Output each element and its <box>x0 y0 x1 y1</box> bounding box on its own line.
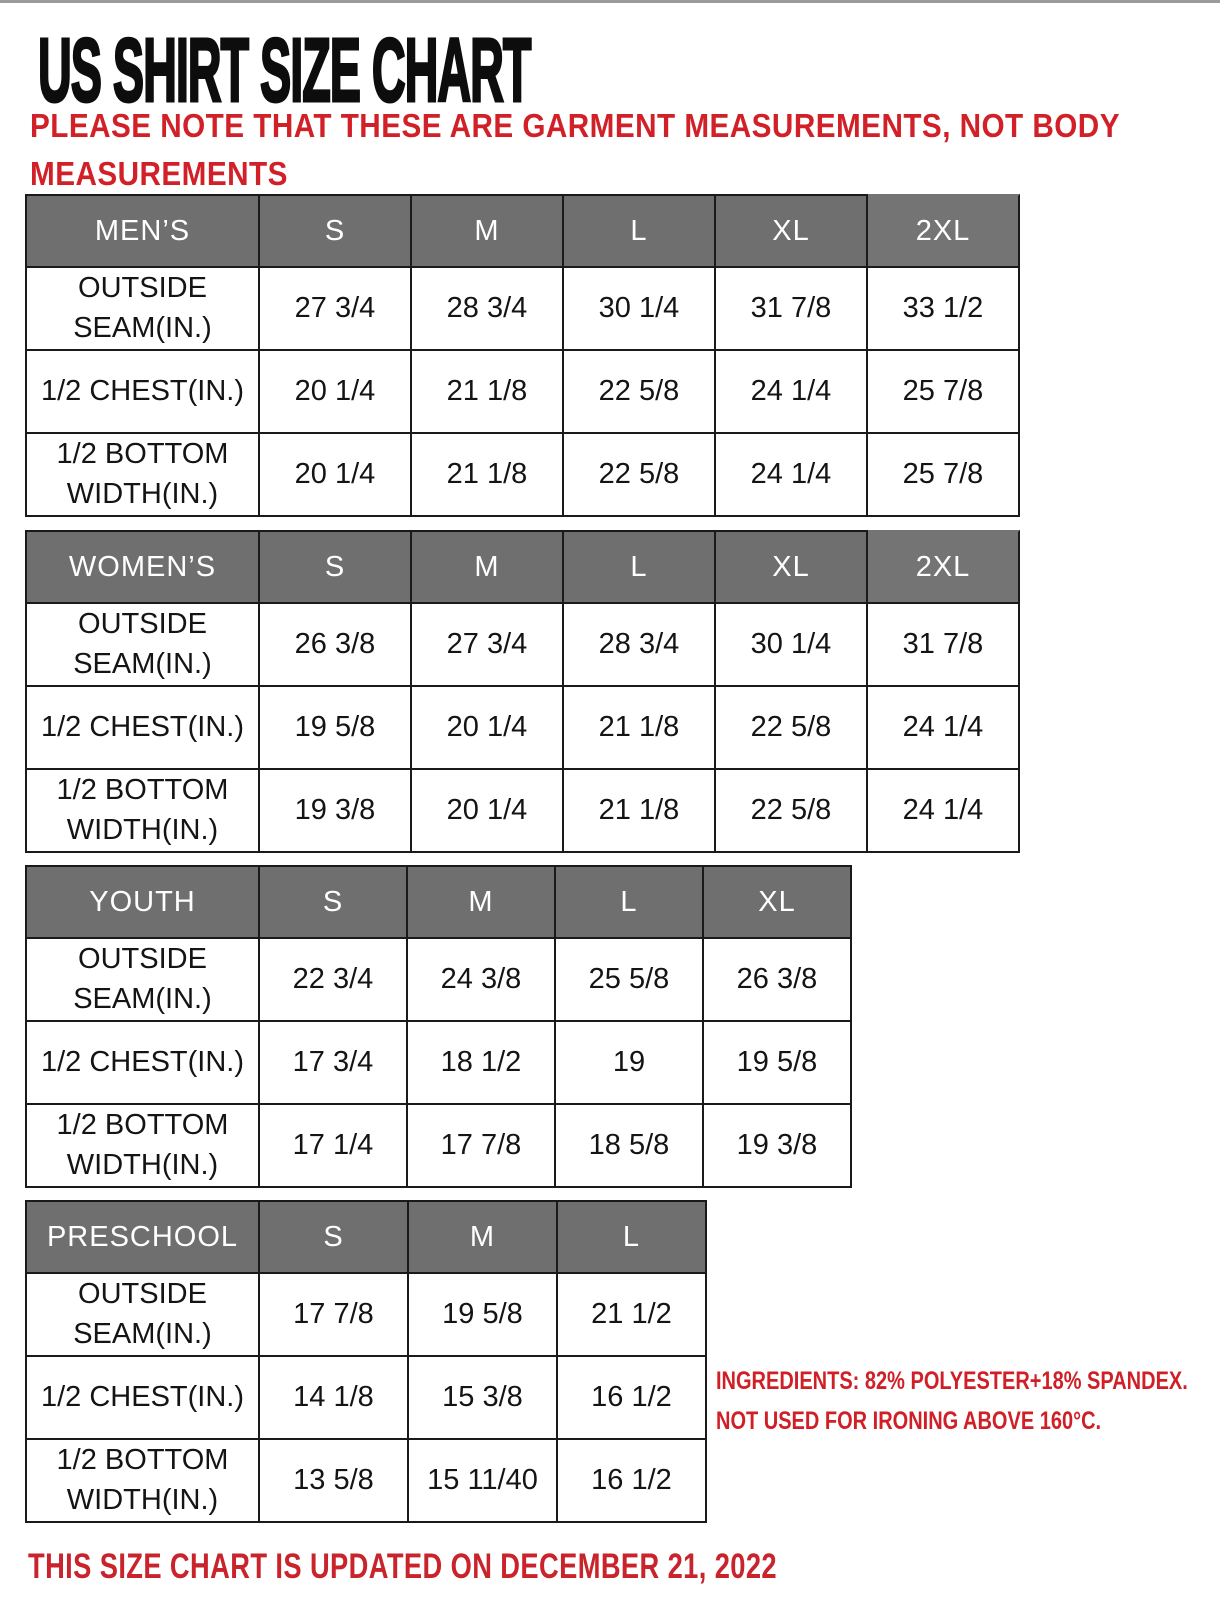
header-size-cell: L <box>564 530 716 604</box>
header-size-cell: L <box>564 194 716 268</box>
table-row <box>27 1440 707 1523</box>
header-group-cell: MEN’S <box>27 194 260 268</box>
value-cell: 13 5/8 <box>260 1440 409 1523</box>
row-label-cell: OUTSIDE SEAM(IN.) <box>27 1274 260 1357</box>
value-cell: 17 7/8 <box>260 1274 409 1357</box>
value-cell: 30 1/4 <box>564 268 716 351</box>
value-cell: 15 3/8 <box>409 1357 558 1440</box>
header-size-cell: 2XL <box>868 530 1020 604</box>
value-cell: 28 3/4 <box>564 604 716 687</box>
row-label-cell: OUTSIDE SEAM(IN.) <box>27 939 260 1022</box>
header-group-cell: YOUTH <box>27 865 260 939</box>
value-cell: 25 7/8 <box>868 351 1020 434</box>
size-table-mens <box>25 194 1020 517</box>
header-group-cell: WOMEN’S <box>27 530 260 604</box>
size-table-youth <box>25 865 852 1188</box>
header-size-cell: S <box>260 530 412 604</box>
table-row <box>27 1022 852 1105</box>
header-size-cell: L <box>556 865 704 939</box>
garment-measurement-note <box>30 102 1120 198</box>
value-cell: 18 5/8 <box>556 1105 704 1188</box>
value-cell: 27 3/4 <box>412 604 564 687</box>
table-row <box>27 268 1020 351</box>
value-cell: 24 1/4 <box>716 434 868 517</box>
header-size-cell: XL <box>716 194 868 268</box>
row-label-cell: 1/2 CHEST(IN.) <box>27 687 260 770</box>
value-cell: 22 5/8 <box>564 434 716 517</box>
value-cell: 18 1/2 <box>408 1022 556 1105</box>
value-cell: 31 7/8 <box>716 268 868 351</box>
header-size-cell: M <box>412 530 564 604</box>
value-cell: 26 3/8 <box>704 939 852 1022</box>
note-line-2: MEASUREMENTS <box>30 154 288 192</box>
header-size-cell: 2XL <box>868 194 1020 268</box>
page-title: US SHIRT SIZE CHART <box>38 21 531 121</box>
header-size-cell: S <box>260 194 412 268</box>
table-row <box>27 604 1020 687</box>
value-cell: 21 1/8 <box>412 434 564 517</box>
top-border-line <box>0 0 1220 3</box>
value-cell: 17 1/4 <box>260 1105 408 1188</box>
value-cell: 22 5/8 <box>716 770 868 853</box>
ingredients-line-2: NOT USED FOR IRONING ABOVE 160°C. <box>716 1407 1102 1435</box>
value-cell: 16 1/2 <box>558 1357 707 1440</box>
ingredients-note <box>716 1361 1188 1441</box>
value-cell: 17 3/4 <box>260 1022 408 1105</box>
value-cell: 19 3/8 <box>260 770 412 853</box>
ingredients-line-1: INGREDIENTS: 82% POLYESTER+18% SPANDEX. <box>716 1367 1188 1395</box>
value-cell: 28 3/4 <box>412 268 564 351</box>
value-cell: 20 1/4 <box>412 770 564 853</box>
header-size-cell: XL <box>704 865 852 939</box>
value-cell: 15 11/40 <box>409 1440 558 1523</box>
row-label-cell: 1/2 CHEST(IN.) <box>27 1022 260 1105</box>
value-cell: 24 1/4 <box>868 770 1020 853</box>
value-cell: 16 1/2 <box>558 1440 707 1523</box>
table-row <box>27 351 1020 434</box>
value-cell: 31 7/8 <box>868 604 1020 687</box>
value-cell: 20 1/4 <box>260 351 412 434</box>
header-size-cell: S <box>260 865 408 939</box>
table-row <box>27 1357 707 1440</box>
value-cell: 14 1/8 <box>260 1357 409 1440</box>
value-cell: 21 1/8 <box>564 770 716 853</box>
value-cell: 21 1/8 <box>564 687 716 770</box>
value-cell: 19 5/8 <box>260 687 412 770</box>
row-label-cell: 1/2 BOTTOM WIDTH(IN.) <box>27 1105 260 1188</box>
updated-date-note: THIS SIZE CHART IS UPDATED ON DECEMBER 21, 2022 <box>28 1547 777 1586</box>
table-header-row <box>27 194 1020 268</box>
table-header-row <box>27 530 1020 604</box>
header-size-cell: M <box>408 865 556 939</box>
row-label-cell: 1/2 BOTTOM WIDTH(IN.) <box>27 1440 260 1523</box>
value-cell: 19 <box>556 1022 704 1105</box>
value-cell: 24 3/8 <box>408 939 556 1022</box>
table-row <box>27 687 1020 770</box>
value-cell: 30 1/4 <box>716 604 868 687</box>
value-cell: 24 1/4 <box>716 351 868 434</box>
size-table-preschool <box>25 1200 707 1523</box>
header-size-cell: M <box>412 194 564 268</box>
table-row <box>27 1274 707 1357</box>
table-row <box>27 939 852 1022</box>
note-line-1: PLEASE NOTE THAT THESE ARE GARMENT MEASUREMENTS, NOT BODY <box>30 107 1120 144</box>
value-cell: 22 5/8 <box>716 687 868 770</box>
value-cell: 33 1/2 <box>868 268 1020 351</box>
header-size-cell: M <box>409 1200 558 1274</box>
table-row <box>27 770 1020 853</box>
table-header-row <box>27 1200 707 1274</box>
row-label-cell: OUTSIDE SEAM(IN.) <box>27 268 260 351</box>
value-cell: 26 3/8 <box>260 604 412 687</box>
row-label-cell: OUTSIDE SEAM(IN.) <box>27 604 260 687</box>
header-group-cell: PRESCHOOL <box>27 1200 260 1274</box>
value-cell: 25 7/8 <box>868 434 1020 517</box>
value-cell: 22 5/8 <box>564 351 716 434</box>
value-cell: 21 1/8 <box>412 351 564 434</box>
header-size-cell: XL <box>716 530 868 604</box>
value-cell: 27 3/4 <box>260 268 412 351</box>
value-cell: 19 3/8 <box>704 1105 852 1188</box>
value-cell: 20 1/4 <box>412 687 564 770</box>
table-header-row <box>27 865 852 939</box>
value-cell: 19 5/8 <box>704 1022 852 1105</box>
row-label-cell: 1/2 BOTTOM WIDTH(IN.) <box>27 770 260 853</box>
value-cell: 22 3/4 <box>260 939 408 1022</box>
table-row <box>27 1105 852 1188</box>
value-cell: 21 1/2 <box>558 1274 707 1357</box>
row-label-cell: 1/2 CHEST(IN.) <box>27 1357 260 1440</box>
row-label-cell: 1/2 CHEST(IN.) <box>27 351 260 434</box>
table-row <box>27 434 1020 517</box>
value-cell: 25 5/8 <box>556 939 704 1022</box>
header-size-cell: L <box>558 1200 707 1274</box>
header-size-cell: S <box>260 1200 409 1274</box>
value-cell: 19 5/8 <box>409 1274 558 1357</box>
value-cell: 24 1/4 <box>868 687 1020 770</box>
value-cell: 20 1/4 <box>260 434 412 517</box>
row-label-cell: 1/2 BOTTOM WIDTH(IN.) <box>27 434 260 517</box>
value-cell: 17 7/8 <box>408 1105 556 1188</box>
size-table-womens <box>25 530 1020 853</box>
